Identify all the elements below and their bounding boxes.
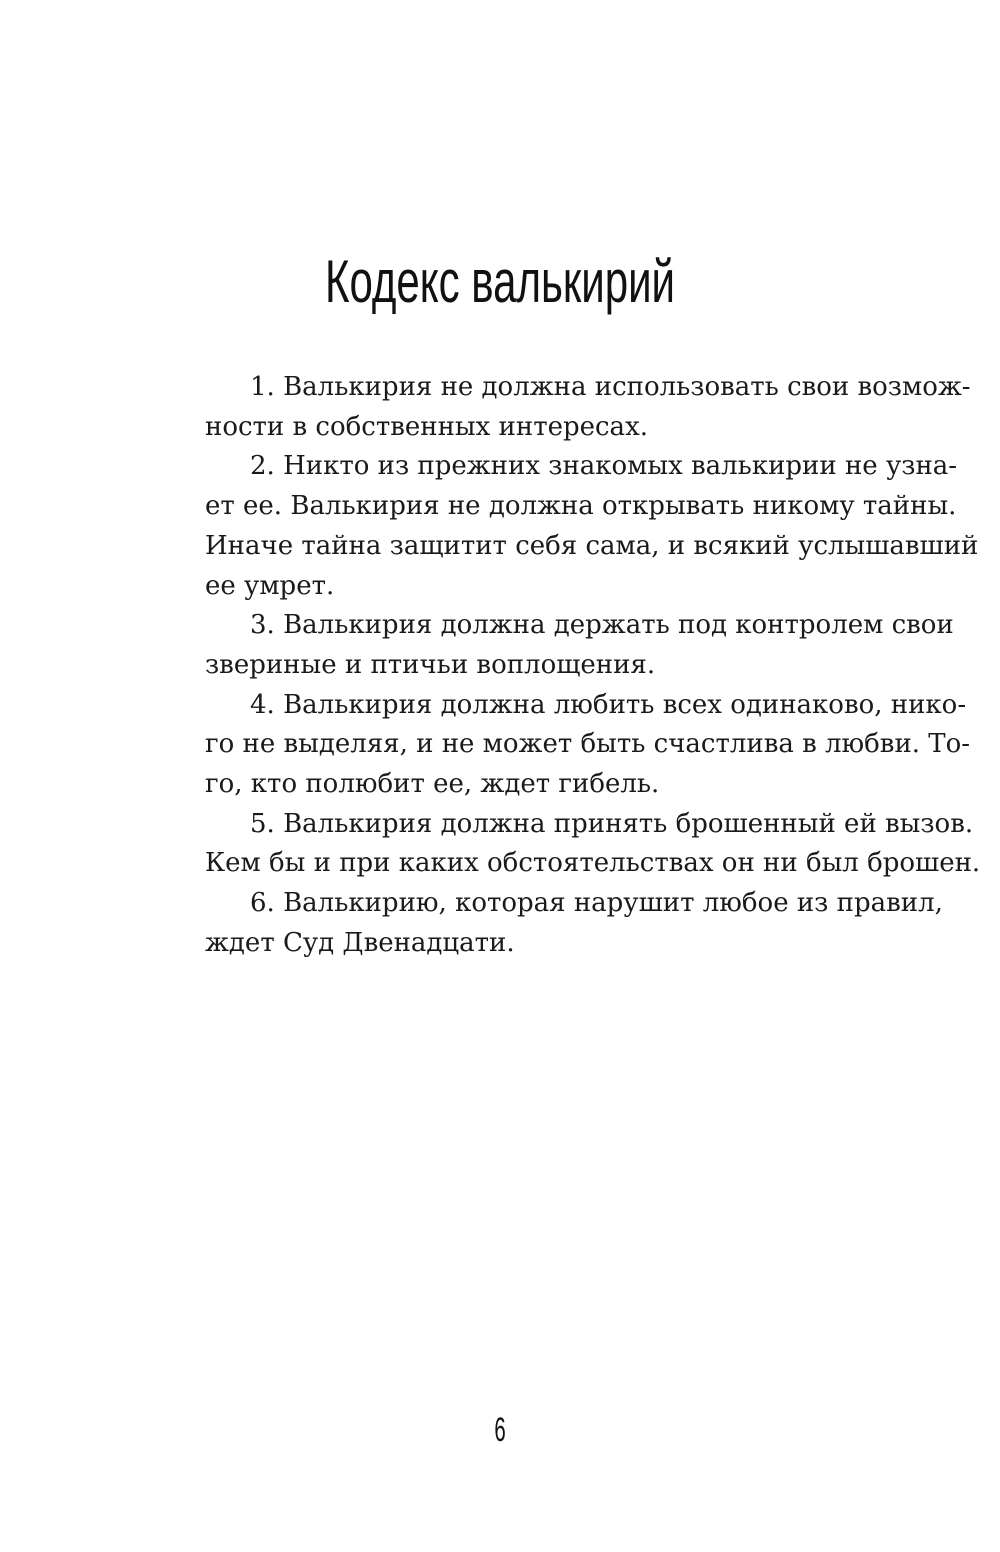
- text-line: 5. Валькирия должна принять брошенный ей вызов.: [250, 808, 974, 839]
- rule-4: [160, 686, 971, 805]
- text-line: Кем бы и при каких обстоятельствах он ни был брошен.: [205, 848, 981, 879]
- text-line: 3. Валькирия должна держать под контролем свои: [250, 610, 954, 641]
- text-line: ее умрет.: [205, 570, 335, 601]
- rule-6: [160, 884, 943, 963]
- page-number: 6: [494, 1411, 506, 1449]
- text-line: ности в собственных интересах.: [205, 411, 648, 442]
- text-line: 4. Валькирия должна любить всех одинаково, нико-: [250, 689, 967, 720]
- valkyrie-code-rules: [160, 368, 981, 964]
- rule-5: [160, 805, 981, 884]
- text-line: го, кто полюбит ее, ждет гибель.: [205, 769, 660, 800]
- text-line: ждет Суд Двенадцати.: [205, 927, 515, 958]
- text-line: го не выделяя, и не может быть счастлива в любви. То-: [205, 729, 971, 760]
- text-line: Иначе тайна защитит себя сама, и всякий услышавший: [205, 530, 979, 561]
- rule-2: [160, 447, 979, 606]
- text-line: 6. Валькирию, которая нарушит любое из правил,: [250, 888, 943, 919]
- text-line: 2. Никто из прежних знакомых валькирии не узна-: [250, 451, 958, 482]
- text-line: ет ее. Валькирия не должна открывать никому тайны.: [205, 491, 957, 522]
- rule-3: [160, 606, 954, 685]
- page-title: Кодекс валькирий: [325, 248, 675, 315]
- rule-1: [160, 368, 971, 447]
- text-line: 1. Валькирия не должна использовать свои возмож-: [250, 372, 971, 402]
- text-line: звериные и птичьи воплощения.: [205, 649, 656, 680]
